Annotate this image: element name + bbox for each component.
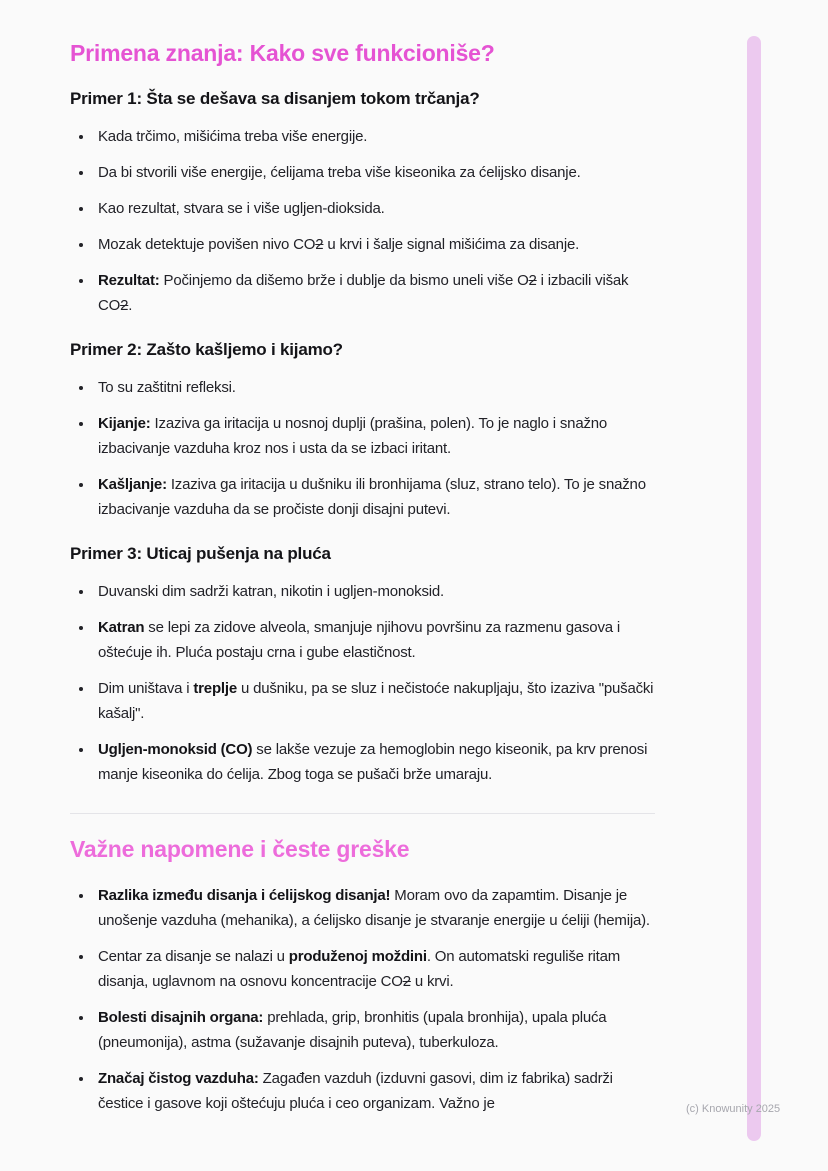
bold-text: produženoj moždini xyxy=(288,948,427,965)
list-item xyxy=(94,737,655,787)
list-item xyxy=(94,160,655,185)
text-run: u krvi i šalje signal mišićima za disanje. xyxy=(323,236,580,253)
text-run: Moram ovo da zapamtim. Disanje je unošenje vazduha (mehanika), a ćelijsko disanje je stvaranje energije u ćeliji (hemija). xyxy=(98,887,650,929)
bullet-list xyxy=(70,375,655,522)
text-run: Centar za disanje se nalazi u xyxy=(98,948,289,965)
bold-text: treplje xyxy=(193,680,237,697)
section-divider xyxy=(70,813,655,814)
list-item xyxy=(94,883,655,933)
scrollbar-thumb[interactable] xyxy=(747,36,761,1141)
list-item xyxy=(94,676,655,726)
text-run: To su zaštitni refleksi. xyxy=(98,379,236,396)
text-run: i izbacili višak CO xyxy=(98,272,629,314)
bold-text: Kijanje: xyxy=(98,415,151,432)
text-run: se lakše vezuje za hemoglobin nego kiseonik, pa krv prenosi manje kiseonika do ćelija. Zbog toga se pušači brže umaraju. xyxy=(98,741,648,783)
document-content xyxy=(70,40,655,1127)
text-run: Počinjemo da dišemo brže i dublje da bismo uneli više O xyxy=(159,272,529,289)
bold-text: Ugljen-monoksid (CO) xyxy=(98,741,253,758)
strikethrough-text: 2 xyxy=(402,973,411,990)
bold-text: Kašljanje: xyxy=(98,476,167,493)
text-run: Dim uništava i xyxy=(98,680,194,697)
bold-text: Značaj čistog vazduha: xyxy=(98,1070,259,1087)
watermark: (c) Knowunity 2025 xyxy=(686,1103,781,1115)
list-item xyxy=(94,615,655,665)
list-item xyxy=(94,1066,655,1116)
text-run: Zagađen vazduh (izduvni gasovi, dim iz fabrika) sadrži čestice i gasove koji oštećuju pluća i ceo organizam. Važno je xyxy=(98,1070,613,1112)
text-run: Da bi stvorili više energije, ćelijama treba više kiseonika za ćelijsko disanje. xyxy=(98,164,581,181)
text-run: Mozak detektuje povišen nivo CO xyxy=(98,236,316,253)
list-item xyxy=(94,124,655,149)
bullet-list xyxy=(70,579,655,787)
text-run: se lepi za zidove alveola, smanjuje njihovu površinu za razmenu gasova i oštećuje ih. Pluća postaju crna i gube elastičnost. xyxy=(98,619,620,661)
bold-text: Bolesti disajnih organa: xyxy=(98,1009,264,1026)
text-run: Izaziva ga iritacija u dušniku ili bronhijama (sluz, strano telo). To je snažno izbacivanje vazduha da se pročiste donji disajni putevi. xyxy=(98,476,646,518)
strikethrough-text: 2 xyxy=(120,297,129,314)
bold-text: Rezultat: xyxy=(98,272,160,289)
strikethrough-text: 2 xyxy=(528,272,537,289)
bullet-list xyxy=(70,124,655,318)
text-run: prehlada, grip, bronhitis (upala bronhija), upala pluća (pneumonija), astma (sužavanje disajnih puteva), tuberkuloza. xyxy=(98,1009,607,1051)
section-heading: Važne napomene i česte greške xyxy=(70,836,410,862)
bullet-list xyxy=(70,883,655,1116)
text-run: . xyxy=(128,297,133,314)
list-item xyxy=(94,579,655,604)
text-run: . On automatski reguliše ritam disanja, uglavnom na osnovu koncentracije CO xyxy=(98,948,621,990)
subsection-heading: Primer 1: Šta se dešava sa disanjem tokom trčanja? xyxy=(70,89,480,108)
bold-text: Razlika između disanja i ćelijskog disanja! xyxy=(98,887,391,904)
list-item xyxy=(94,268,655,318)
subsection-heading: Primer 2: Zašto kašljemo i kijamo? xyxy=(70,340,343,359)
list-item xyxy=(94,1005,655,1055)
text-run: Kao rezultat, stvara se i više ugljen-dioksida. xyxy=(98,200,385,217)
list-item xyxy=(94,944,655,994)
section-heading: Primena znanja: Kako sve funkcioniše? xyxy=(70,40,495,66)
subsection-heading: Primer 3: Uticaj pušenja na pluća xyxy=(70,544,331,563)
text-run: u dušniku, pa se sluz i nečistoće nakupljaju, što izaziva "pušački kašalj". xyxy=(98,680,654,722)
text-run: u krvi. xyxy=(410,973,454,990)
list-item xyxy=(94,375,655,400)
text-run: Duvanski dim sadrži katran, nikotin i ugljen-monoksid. xyxy=(98,583,445,600)
text-run: Izaziva ga iritacija u nosnoj duplji (prašina, polen). To je naglo i snažno izbacivanje vazduha kroz nos i usta da se izbaci iritant. xyxy=(98,415,608,457)
bold-text: Katran xyxy=(98,619,145,636)
list-item xyxy=(94,232,655,257)
list-item xyxy=(94,196,655,221)
list-item xyxy=(94,472,655,522)
strikethrough-text: 2 xyxy=(315,236,324,253)
text-run: Kada trčimo, mišićima treba više energije. xyxy=(98,128,368,145)
list-item xyxy=(94,411,655,461)
